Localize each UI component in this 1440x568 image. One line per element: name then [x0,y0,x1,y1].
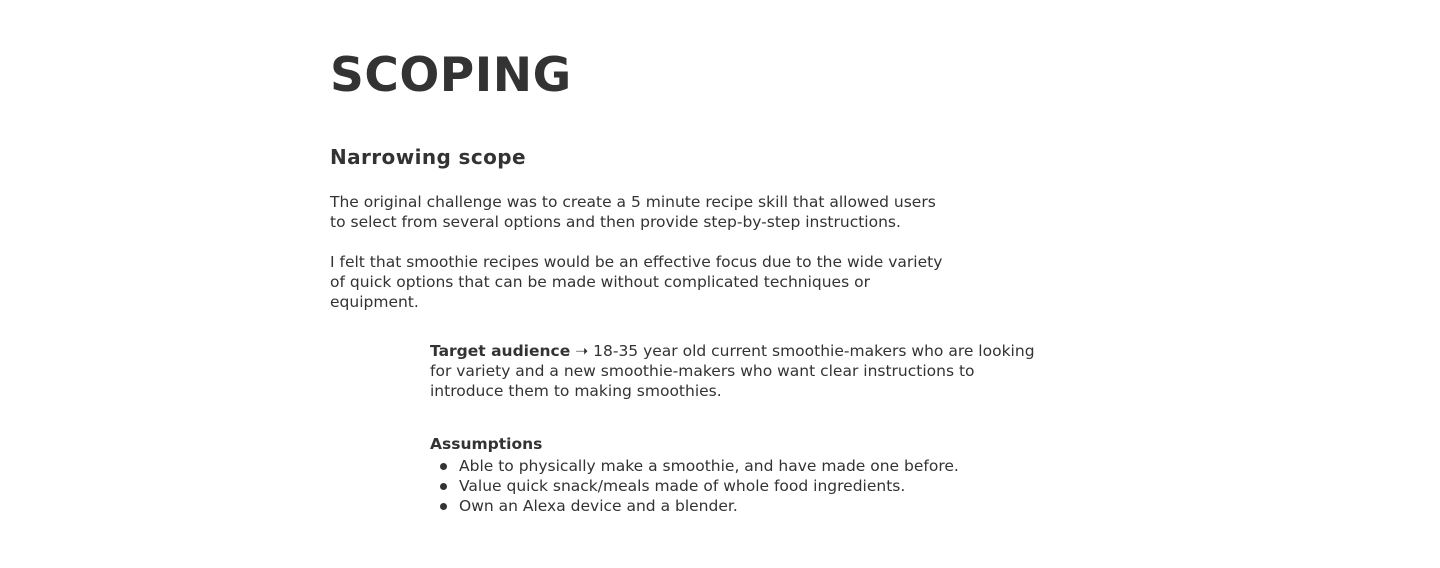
target-audience-label: Target audience [430,342,571,360]
assumptions-list [430,456,1040,516]
list-item [430,496,1040,516]
target-audience-block [430,341,1040,401]
arrow-icon: ➝ [575,342,589,360]
bullet-icon [440,483,447,490]
page-title: SCOPING [330,48,572,103]
assumptions-title: Assumptions [430,435,543,453]
paragraph-original-challenge: The original challenge was to create a 5 minute recipe skill that allowed users to select from several options and then provide step-by-step instructions. [330,193,936,231]
assumption-text: Own an Alexa device and a blender. [459,497,738,515]
paragraph-smoothie-focus: I felt that smoothie recipes would be an effective focus due to the wide variety of quick options that can be made without complicated techniques or equipment. [330,253,943,311]
target-audience-text: 18-35 year old current smoothie-makers who are looking for variety and a new smoothie-makers who want clear instructions to introduce them to making smoothies. [430,342,1035,400]
assumption-text: Able to physically make a smoothie, and have made one before. [459,457,959,475]
list-item [430,456,1040,476]
bullet-icon [440,503,447,510]
section-heading: Narrowing scope [330,145,526,169]
bullet-icon [440,463,447,470]
list-item [430,476,1040,496]
assumption-text: Value quick snack/meals made of whole food ingredients. [459,477,906,495]
assumptions-block [430,434,1040,516]
